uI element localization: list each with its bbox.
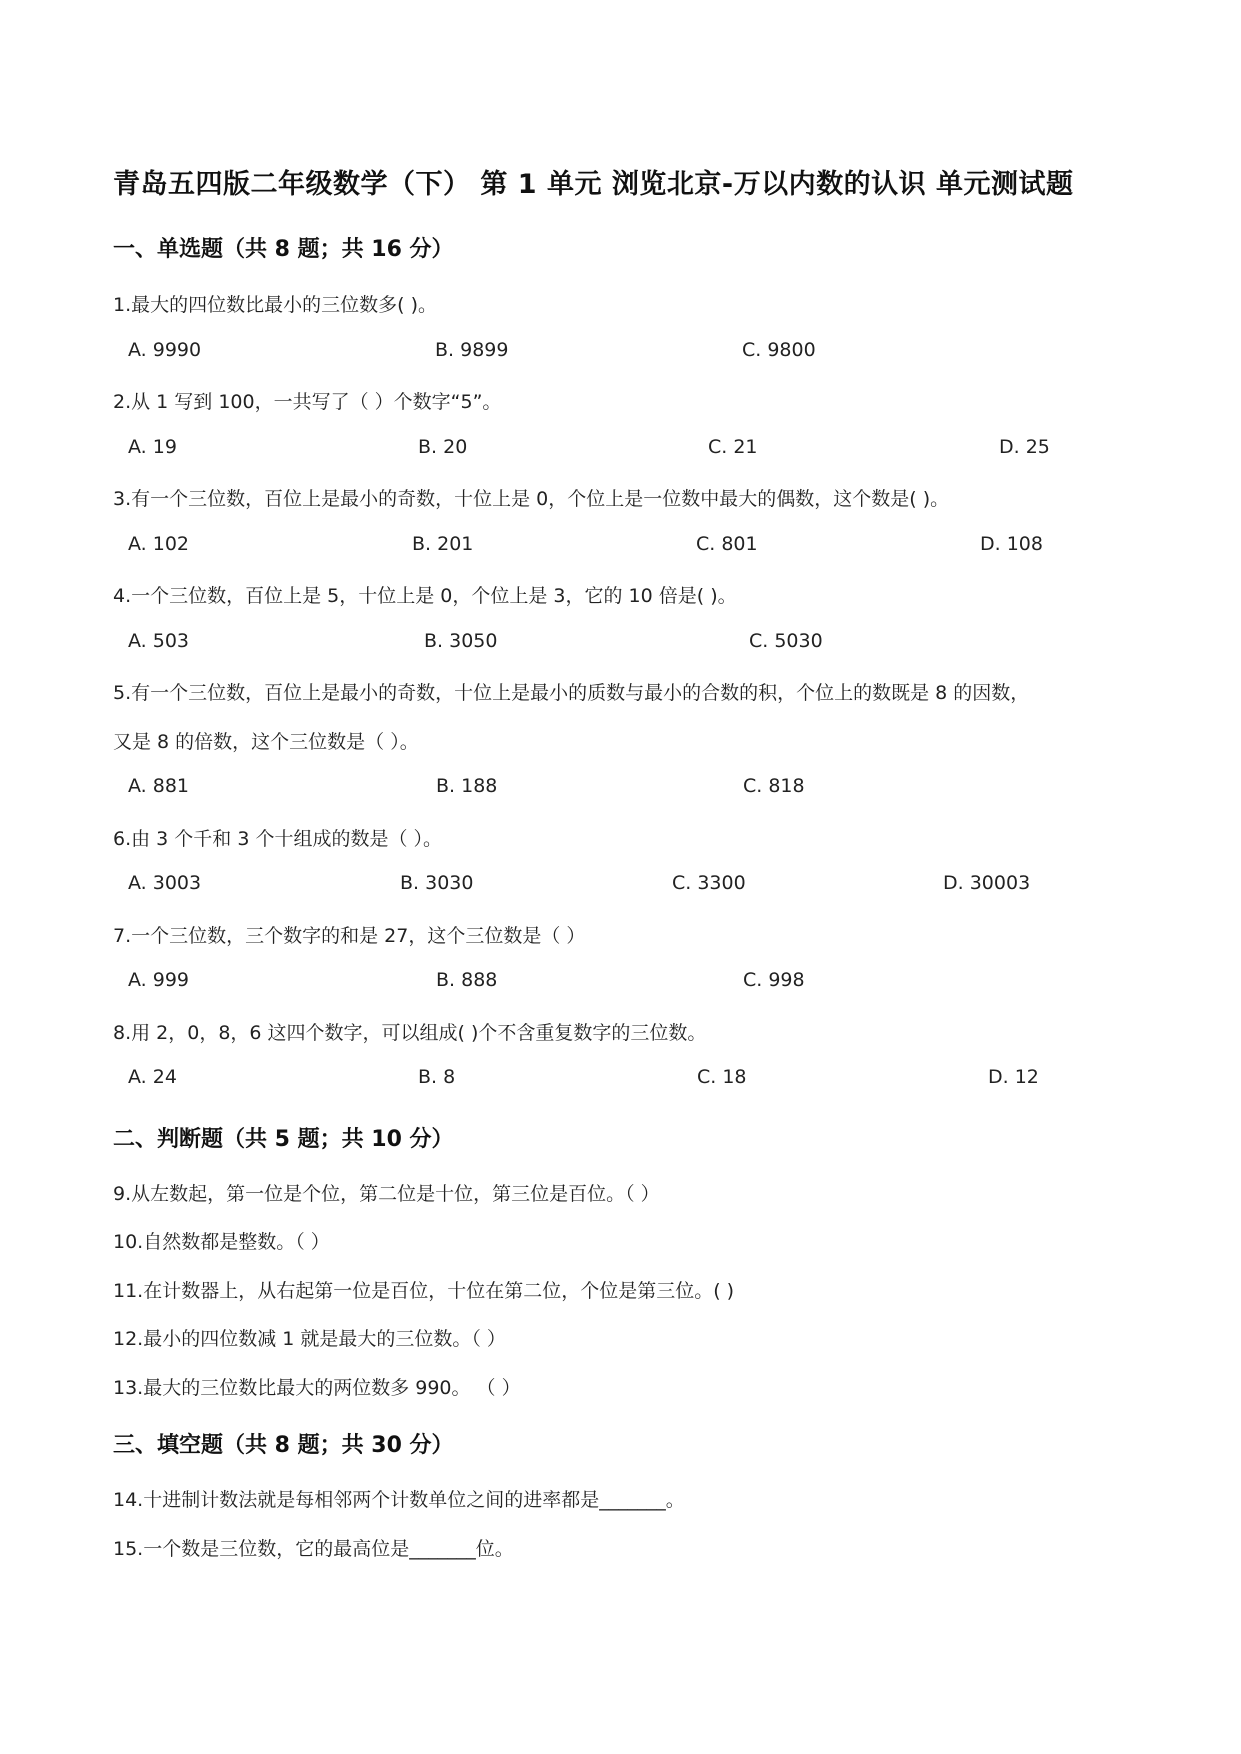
- section-heading-single-choice: 一、单选题（共 8 题；共 16 分）: [113, 237, 454, 262]
- question-7: 7.一个三位数，三个数字的和是 27，这个三位数是（ ）: [113, 925, 586, 947]
- option-7a: A. 999: [128, 969, 190, 991]
- question-5: 5.有一个三位数，百位上是最小的奇数，十位上是最小的质数与最小的合数的积，个位上的数既是 8 的因数，: [113, 682, 1030, 704]
- option-4c: C. 5030: [749, 630, 823, 652]
- question-4: 4.一个三位数，百位上是 5，十位上是 0，个位上是 3，它的 10 倍是( )。: [113, 585, 737, 607]
- option-2c: C. 21: [708, 436, 758, 458]
- section-heading-true-false: 二、判断题（共 5 题；共 10 分）: [113, 1127, 454, 1152]
- question-6: 6.由 3 个千和 3 个十组成的数是（ ）。: [113, 828, 443, 850]
- option-3d: D. 108: [980, 533, 1043, 555]
- option-5a: A. 881: [128, 775, 190, 797]
- page-title: 青岛五四版二年级数学（下） 第 1 单元 浏览北京-万以内数的认识 单元测试题: [113, 169, 1074, 200]
- option-7c: C. 998: [743, 969, 805, 991]
- question-13: 13.最大的三位数比最大的两位数多 990。 （ ）: [113, 1377, 521, 1399]
- option-2a: A. 19: [128, 436, 177, 458]
- option-6a: A. 3003: [128, 872, 202, 894]
- option-3b: B. 201: [412, 533, 474, 555]
- option-1c: C. 9800: [742, 339, 816, 361]
- question-14: 14.十进制计数法就是每相邻两个计数单位之间的进率都是_______。: [113, 1489, 685, 1511]
- option-1b: B. 9899: [435, 339, 509, 361]
- option-2d: D. 25: [999, 436, 1050, 458]
- option-3a: A. 102: [128, 533, 190, 555]
- question-10: 10.自然数都是整数。（ ）: [113, 1231, 330, 1253]
- option-5c: C. 818: [743, 775, 805, 797]
- option-8d: D. 12: [988, 1066, 1039, 1088]
- option-6b: B. 3030: [400, 872, 474, 894]
- option-2b: B. 20: [418, 436, 468, 458]
- question-12: 12.最小的四位数减 1 就是最大的三位数。（ ）: [113, 1328, 506, 1350]
- option-8c: C. 18: [697, 1066, 747, 1088]
- question-11: 11.在计数器上，从右起第一位是百位，十位在第二位，个位是第三位。( ): [113, 1280, 735, 1302]
- question-15: 15.一个数是三位数，它的最高位是_______位。: [113, 1538, 514, 1560]
- option-8a: A. 24: [128, 1066, 177, 1088]
- section-heading-fill-blank: 三、填空题（共 8 题；共 30 分）: [113, 1433, 454, 1458]
- question-9: 9.从左数起，第一位是个位，第二位是十位，第三位是百位。（ ）: [113, 1183, 660, 1205]
- option-4a: A. 503: [128, 630, 190, 652]
- option-4b: B. 3050: [424, 630, 498, 652]
- question-3: 3.有一个三位数，百位上是最小的奇数，十位上是 0，个位上是一位数中最大的偶数，这个数是( )。: [113, 488, 950, 510]
- option-6c: C. 3300: [672, 872, 746, 894]
- option-7b: B. 888: [436, 969, 498, 991]
- question-1: 1.最大的四位数比最小的三位数多( )。: [113, 294, 437, 316]
- option-3c: C. 801: [696, 533, 758, 555]
- option-5b: B. 188: [436, 775, 498, 797]
- question-5-continued: 又是 8 的倍数，这个三位数是（ ）。: [113, 731, 419, 753]
- option-8b: B. 8: [418, 1066, 456, 1088]
- option-1a: A. 9990: [128, 339, 202, 361]
- option-6d: D. 30003: [943, 872, 1031, 894]
- question-8: 8.用 2，0，8，6 这四个数字，可以组成( )个不含重复数字的三位数。: [113, 1022, 707, 1044]
- question-2: 2.从 1 写到 100，一共写了（ ）个数字“5”。: [113, 391, 502, 413]
